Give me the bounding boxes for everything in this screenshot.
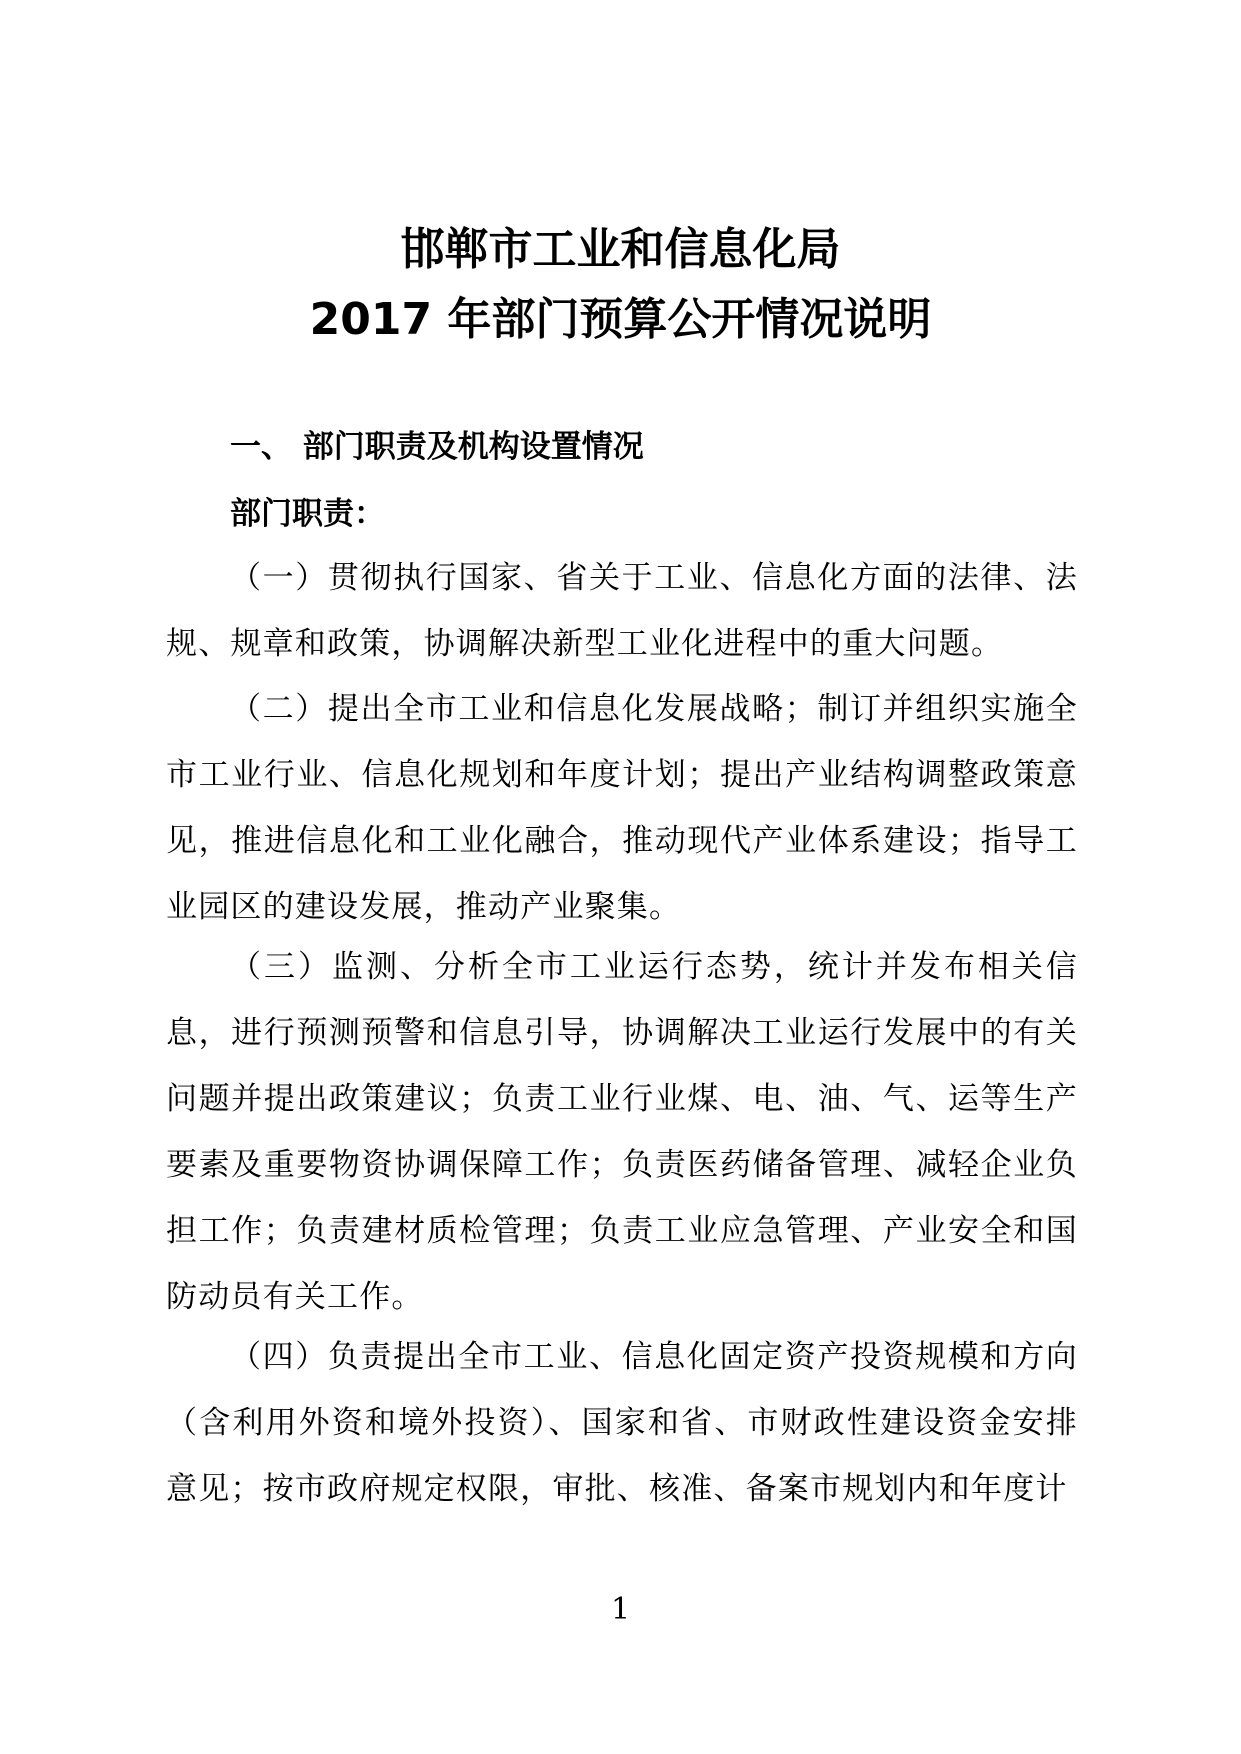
duty-paragraph-1: （一）贯彻执行国家、省关于工业、信息化方面的法律、法规、规章和政策，协调解决新型工业化进程中的重大问题。	[166, 560, 1078, 662]
section-heading: 一、 部门职责及机构设置情况	[230, 429, 644, 465]
duty-paragraph-3: （三）监测、分析全市工业运行态势，统计并发布相关信息，进行预测预警和信息引导，协调解决工业运行发展中的有关问题并提出政策建议；负责工业行业煤、电、油、气、运等生产要素及重要物资协调保障工作；负责医药储备管理、减轻企业负担工作；负责建材质检管理；负责工业应急管理、产业安全和国防动员有关工作。	[166, 949, 1078, 1315]
duty-paragraph-2: （二）提出全市工业和信息化发展战略；制订并组织实施全市工业行业、信息化规划和年度计划；提出产业结构调整政策意见，推进信息化和工业化融合，推动现代产业体系建设；指导工业园区的建设发展，推动产业聚集。	[166, 691, 1078, 925]
duties-heading: 部门职责：	[230, 496, 385, 532]
document-title-line1: 邯郸市工业和信息化局	[400, 224, 841, 275]
page-number: 1	[610, 1592, 631, 1627]
document-title-line2: 2017 年部门预算公开情况说明	[309, 294, 932, 345]
duty-paragraph-4: （四）负责提出全市工业、信息化固定资产投资规模和方向（含利用外资和境外投资）、国家和省、市财政性建设资金安排意见；按市政府规定权限，审批、核准、备案市规划内和年度计	[166, 1339, 1078, 1507]
